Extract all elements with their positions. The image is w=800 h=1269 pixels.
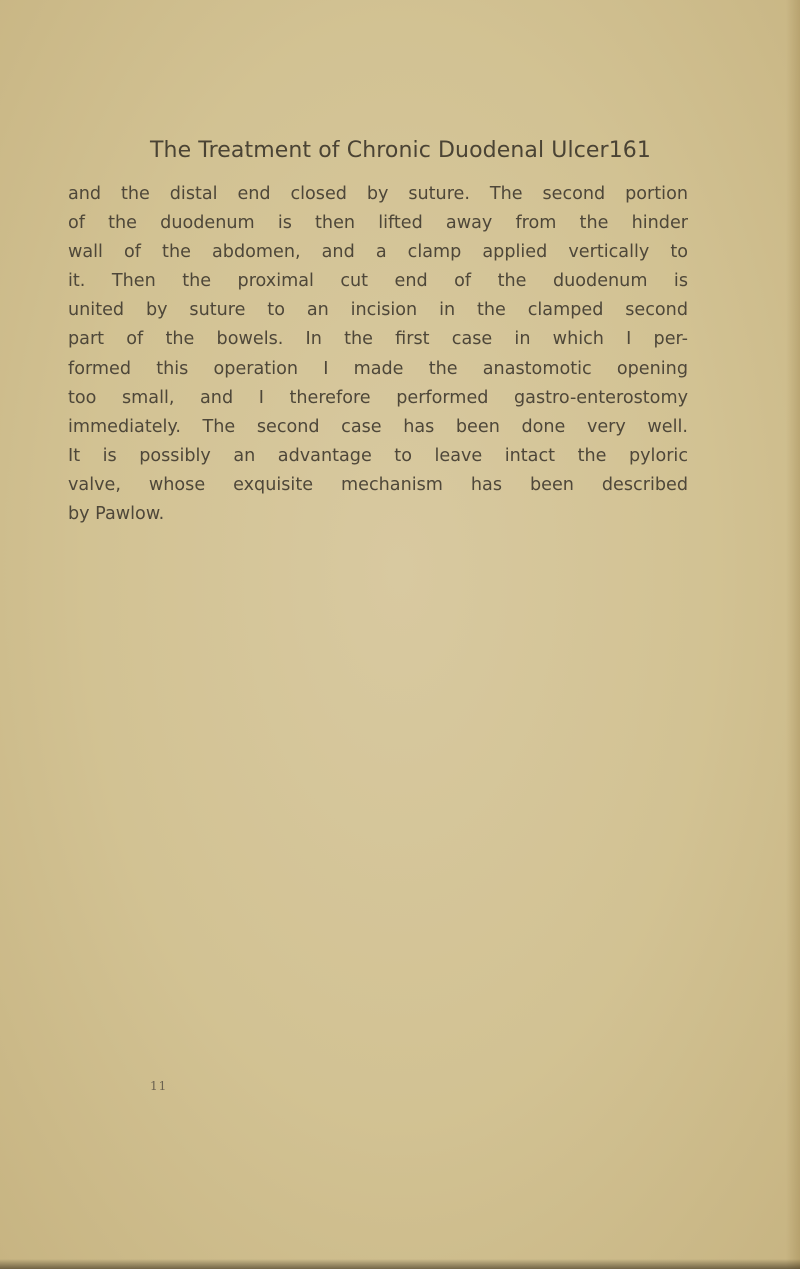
- text-line: It is possibly an advantage to leave intact the pyloric: [68, 445, 688, 466]
- text-line: formed this operation I made the anastomotic opening: [68, 358, 688, 379]
- page-bottom-shadow: [0, 1259, 800, 1269]
- text-line: too small, and I therefore performed gastro-enterostomy: [68, 387, 688, 408]
- signature-mark: 11: [150, 1079, 168, 1093]
- running-head-title: The Treatment of Chronic Duodenal Ulcer: [150, 138, 609, 163]
- text-line: by Pawlow.: [68, 504, 165, 525]
- text-line: part of the bowels. In the first case in which I per-: [68, 329, 688, 350]
- text-line: it. Then the proximal cut end of the duodenum is: [68, 271, 688, 292]
- text-line: immediately. The second case has been done very well.: [68, 416, 688, 437]
- text-line: and the distal end closed by suture. The second portion: [68, 184, 688, 204]
- body-paragraph: [68, 180, 688, 529]
- page-edge-shadow: [786, 0, 800, 1269]
- text-line: of the duodenum is then lifted away from the hinder: [68, 213, 688, 234]
- running-head: [150, 138, 651, 163]
- text-line: valve, whose exquisite mechanism has been described: [68, 474, 688, 495]
- text-line: wall of the abdomen, and a clamp applied vertically to: [68, 242, 688, 263]
- text-line: united by suture to an incision in the clamped second: [68, 300, 688, 321]
- page-number: 161: [608, 138, 651, 163]
